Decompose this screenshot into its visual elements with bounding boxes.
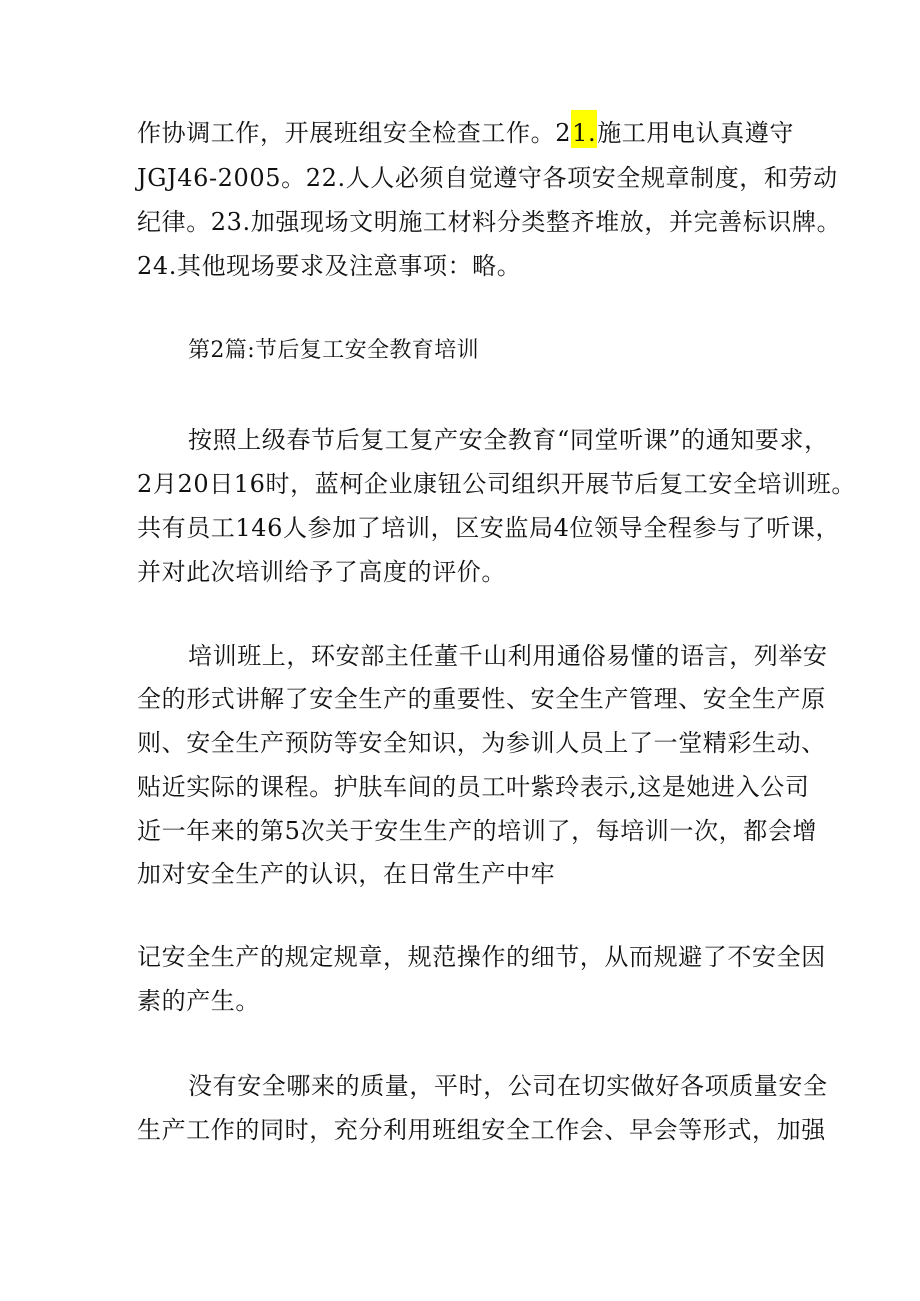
paragraph-1-line-1-text-a: 作协调工作，开展班组安全检查工作。2 [137, 119, 572, 147]
paragraph-1-line-1-text-b: 施工用电认真遵守 [597, 119, 794, 147]
paragraph-3-line-1: 培训班上，环安部主任董千山利用通俗易懂的语言，列举安 [188, 642, 828, 670]
paragraph-1-line-4: 24.其他现场要求及注意事项：略。 [137, 252, 522, 280]
paragraph-2-line-3: 共有员工146人参加了培训，区安监局4位领导全程参与了听课， [137, 514, 841, 542]
paragraph-1-line-2: JGJ46-2005。22.人人必须自觉遵守各项安全规章制度，和劳动 [137, 164, 838, 192]
highlighted-text: 1. [571, 110, 597, 148]
paragraph-3-line-4: 贴近实际的课程。护肤车间的员工叶紫玲表示,这是她进入公司 [137, 773, 810, 801]
paragraph-3-line-3: 则、安全生产预防等安全知识，为参训人员上了一堂精彩生动、 [137, 729, 826, 757]
paragraph-4-line-2: 素的产生。 [137, 987, 260, 1015]
paragraph-2-line-1: 按照上级春节后复工复产安全教育“同堂听课”的通知要求， [188, 426, 829, 454]
paragraph-5-line-2: 生产工作的同时，充分利用班组安全工作会、早会等形式，加强 [137, 1116, 826, 1144]
paragraph-1-line-3: 纪律。23.加强现场文明施工材料分类整齐堆放，并完善标识牌。 [137, 208, 842, 236]
paragraph-5-line-1: 没有安全哪来的质量，平时，公司在切实做好各项质量安全 [188, 1072, 828, 1100]
paragraph-3-line-5: 近一年来的第5次关于安生生产的培训了，每培训一次，都会增 [137, 817, 818, 845]
paragraph-1-line-1 [137, 118, 794, 148]
paragraph-4-line-1: 记安全生产的规定规章，规范操作的细节，从而规避了不安全因 [137, 943, 826, 971]
paragraph-2-line-2: 2月20日16时，蓝柯企业康钮公司组织开展节后复工安全培训班。 [137, 470, 856, 498]
paragraph-3-line-6: 加对安全生产的认识，在日常生产中牢 [137, 860, 556, 888]
section-heading: 第2篇:节后复工安全教育培训 [188, 338, 480, 363]
paragraph-3-line-2: 全的形式讲解了安全生产的重要性、安全生产管理、安全生产原 [137, 685, 826, 713]
paragraph-2-line-4: 并对此次培训给予了高度的评价。 [137, 558, 506, 586]
